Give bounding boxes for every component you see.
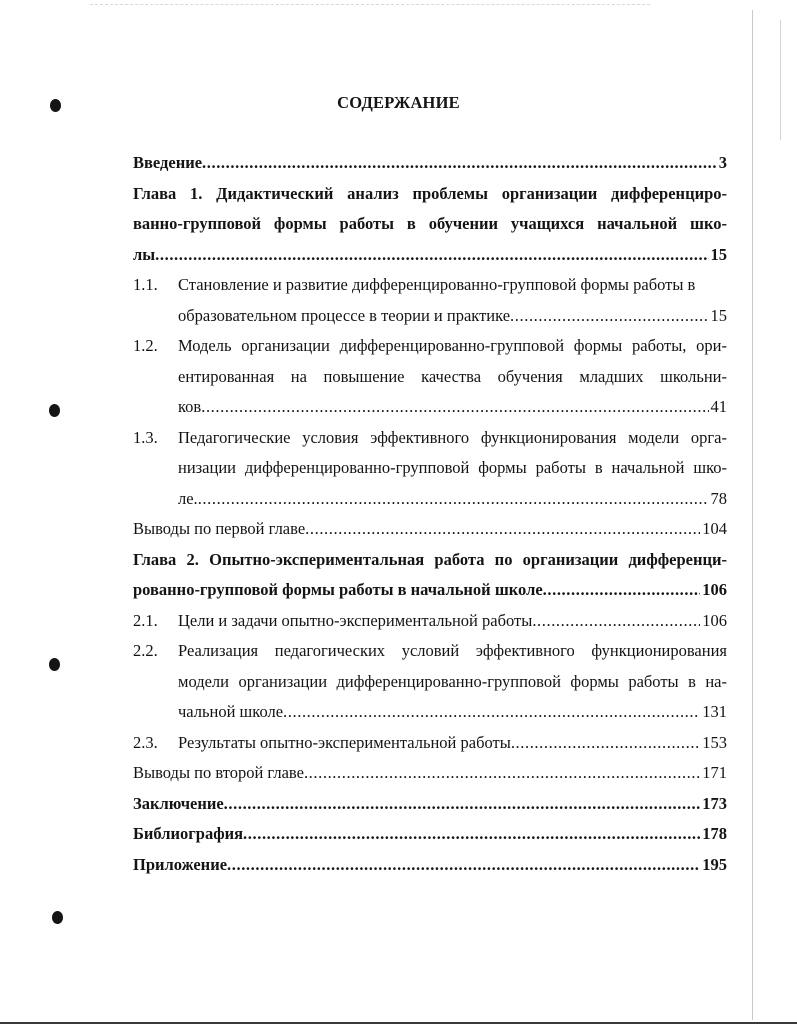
toc-leader-dots [510,301,708,332]
toc-page-number: 41 [710,397,727,416]
toc-entry-title: Выводы по первой главе [133,519,306,538]
toc-entry-title-line: ле. [178,488,198,508]
toc-page-number: 3 [718,153,727,172]
toc-entry-section-1-3[interactable] [133,453,727,484]
toc-page-number: 15 [710,244,727,264]
scan-bottom-edge [0,1022,797,1024]
toc-page-number: 153 [702,732,727,752]
toc-entry-title: Выводы по второй главе [133,763,304,782]
toc-entry-title-line: ентированная на повышение качества обучения младших школьни- [178,366,727,386]
toc-page-number: 78 [710,488,727,508]
toc-entry-introduction[interactable] [133,148,727,179]
toc-entry-title: Приложение [133,854,228,874]
toc-entry-title: Введение [133,153,203,172]
toc-entry-section-2-2[interactable] [133,697,727,728]
toc-entry-title-line: чальной школе [178,702,284,721]
toc-page-number: 15 [710,305,727,325]
toc-page-number: 106 [702,580,727,599]
toc-leader-dots [511,728,700,759]
toc-page-number: 173 [702,793,727,813]
toc-entry-section-1-3[interactable] [133,484,727,515]
toc-entry-title: Заключение [133,793,224,813]
toc-leader-dots [283,697,700,728]
toc-entry-bibliography[interactable] [133,819,727,850]
scan-right-edge-secondary [780,20,781,140]
toc-page-number: 106 [702,610,727,630]
toc-entry-section-1-3[interactable] [133,423,727,454]
toc-entry-title-line: Становление и развитие дифференцированно-групповой формы работы в [178,275,696,294]
toc-leader-dots [198,484,709,515]
binder-hole-mark [52,911,63,924]
toc-section-number: 2.1. [133,610,158,630]
toc-entry-title-line: Модель организации дифференцированно-групповой формы работы, ори- [178,336,727,355]
toc-entry-section-2-2[interactable] [133,636,727,667]
toc-leader-dots [532,606,700,637]
toc-entry-chapter-2[interactable] [133,545,727,576]
toc-entry-section-2-3[interactable] [133,728,727,759]
toc-entry-chapter-2[interactable] [133,575,727,606]
toc-entry-title-line: низации дифференцированно-групповой формы работы в начальной шко- [178,458,727,477]
toc-entry-title: Библиография [133,824,244,843]
toc-entry-title-line: лы [133,244,156,264]
toc-entry-title-line: ванно-групповой формы работы в обучении учащихся начальной шко- [133,214,727,233]
table-of-contents [133,148,727,880]
toc-entry-section-1-2[interactable] [133,362,727,393]
toc-section-number: 1.2. [133,336,158,355]
toc-entry-conclusion[interactable] [133,789,727,820]
toc-entry-section-1-1[interactable] [133,270,727,301]
toc-entry-title-line: Педагогические условия эффективного функционирования модели орга- [178,427,727,447]
scan-right-edge [752,10,753,1020]
toc-leader-dots [224,789,701,820]
toc-entry-title-line: ков [178,397,202,416]
toc-entry-title: Цели и задачи опытно-экспериментальной работы [178,610,533,630]
toc-leader-dots [243,819,700,850]
toc-entry-title-line: Глава 1. Дидактический анализ проблемы организации дифференциро- [133,183,727,203]
binder-hole-mark [49,658,60,671]
toc-leader-dots [543,575,701,606]
toc-entry-chapter-1[interactable] [133,179,727,210]
toc-entry-title-line: модели организации дифференцированно-групповой формы работы в на- [178,671,727,691]
toc-entry-title-line: Реализация педагогических условий эффективного функционирования [178,641,727,660]
toc-leader-dots [155,240,708,271]
page-title: СОДЕРЖАНИЕ [337,93,460,112]
scan-top-edge [90,4,650,5]
binder-hole-mark [49,404,60,417]
toc-section-number: 2.3. [133,732,158,752]
toc-entry-title-line: рованно-групповой формы работы в начальной школе [133,580,543,599]
toc-entry-conclusions-chapter-2[interactable] [133,758,727,789]
toc-entry-title: Результаты опытно-экспериментальной работы [178,732,511,752]
toc-page-number: 171 [702,763,727,782]
toc-entry-title-line: Глава 2. Опытно-экспериментальная работа по организации дифференци- [133,549,727,569]
toc-entry-chapter-1[interactable] [133,209,727,240]
toc-page-number: 104 [702,519,727,538]
toc-entry-title-line: образовательном процессе в теории и практике [178,305,511,325]
toc-section-number: 2.2. [133,641,158,660]
toc-section-number: 1.1. [133,275,158,294]
toc-entry-section-1-1[interactable] [133,301,727,332]
toc-entry-section-1-2[interactable] [133,331,727,362]
toc-entry-chapter-1[interactable] [133,240,727,271]
toc-leader-dots [201,392,708,423]
toc-entry-section-2-2[interactable] [133,667,727,698]
toc-page-number: 178 [702,824,727,843]
toc-leader-dots [202,148,717,179]
toc-leader-dots [305,514,700,545]
toc-page-number: 195 [702,854,727,874]
toc-leader-dots [227,850,700,881]
toc-page-number: 131 [702,702,727,721]
toc-entry-section-2-1[interactable] [133,606,727,637]
toc-entry-appendix[interactable] [133,850,727,881]
toc-entry-section-1-2[interactable] [133,392,727,423]
toc-leader-dots [304,758,700,789]
toc-entry-conclusions-chapter-1[interactable] [133,514,727,545]
toc-section-number: 1.3. [133,427,158,447]
